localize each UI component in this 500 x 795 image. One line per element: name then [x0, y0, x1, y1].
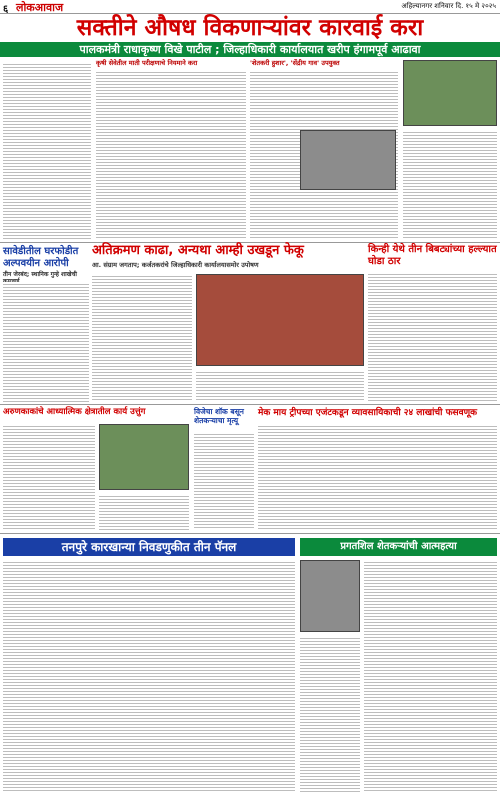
story-title-leopard: किन्ही येथे तीन बिबट्यांच्या हल्ल्यात घोडा ठार: [368, 244, 497, 267]
story-subtitle-encroachment: आ. संग्राम जगताप; कर्जतकरांचे जिल्हाधिकारी कार्यालयासमोर उपोषण: [92, 261, 259, 269]
article-text-column: [3, 424, 95, 530]
divider: [0, 404, 500, 405]
article-text-column: [92, 274, 192, 402]
article-text-column: [368, 272, 497, 402]
issue-date: अहिल्यानगर शनिवार दि. १५ मे २०२५: [401, 2, 496, 10]
main-headline: सक्तीने औषध विकणाऱ्यांवर कारवाई करा: [76, 15, 424, 41]
article-text-column: [3, 282, 89, 402]
story-title-farmer-suicide: प्रगतशिल शेतकऱ्यांची आत्महत्या: [300, 538, 497, 556]
portrait-photo: [300, 560, 360, 632]
story-title-encroachment: अतिक्रमण काढा, अन्यथा आम्ही उखडून फेकू: [92, 243, 304, 258]
article-text-column: [364, 560, 497, 792]
news-photo: [99, 424, 189, 490]
article-text-column: [194, 432, 254, 530]
page-number: ६: [3, 4, 9, 15]
article-text-column: [300, 636, 360, 792]
news-photo: [300, 130, 396, 190]
article-text-column: [3, 62, 91, 240]
story-title-burglary: सावेडीतील घरफोडीत अल्पवयीन आरोपी: [3, 246, 79, 269]
article-text-column: [96, 70, 246, 240]
article-text-column: [196, 370, 364, 402]
article-text-column: [3, 560, 295, 792]
story-title-shock: विजेचा शॉक बसून शेतकऱ्याचा मृत्यू: [194, 407, 244, 425]
masthead-strip: [0, 0, 500, 14]
story-title-soil-testing: कृषी सेवेतील माती परीक्षणाचे नियमाने करा: [96, 59, 198, 67]
article-text-column: [403, 130, 497, 240]
story-subtitle-burglary: तीन जेरबंद; स्थानिक गुन्हे शाखेची: [3, 271, 77, 278]
story-title-fraud: मेक माय ट्रीपच्या एजंटकडून व्यावसायिकाची २४ लाखांची फसवणूक: [258, 408, 478, 418]
article-text-column: [258, 424, 497, 530]
story-title-tanpure: तनपुरे कारखान्या निवडणुकीत तीन पॅनल: [3, 538, 295, 556]
story-title-arunkaka: अरुणकाकांचे आध्यात्मिक क्षेत्रातील कार्य उत्तुंग: [3, 407, 146, 417]
story-title-organic-village: 'शेतकरी हुशार', 'सेंद्रीय गाव' उपयुक्त: [250, 59, 340, 67]
divider: [0, 533, 500, 534]
newspaper-logo: लोकआवाज: [16, 1, 64, 14]
main-subheadline: पालकमंत्री राधाकृष्ण विखे पाटील ; जिल्हाधिकारी कार्यालयात खरीप हंगामपूर्व आढावा: [0, 42, 500, 57]
news-photo: [403, 60, 497, 126]
news-photo: [196, 274, 364, 366]
article-text-column: [99, 494, 189, 530]
